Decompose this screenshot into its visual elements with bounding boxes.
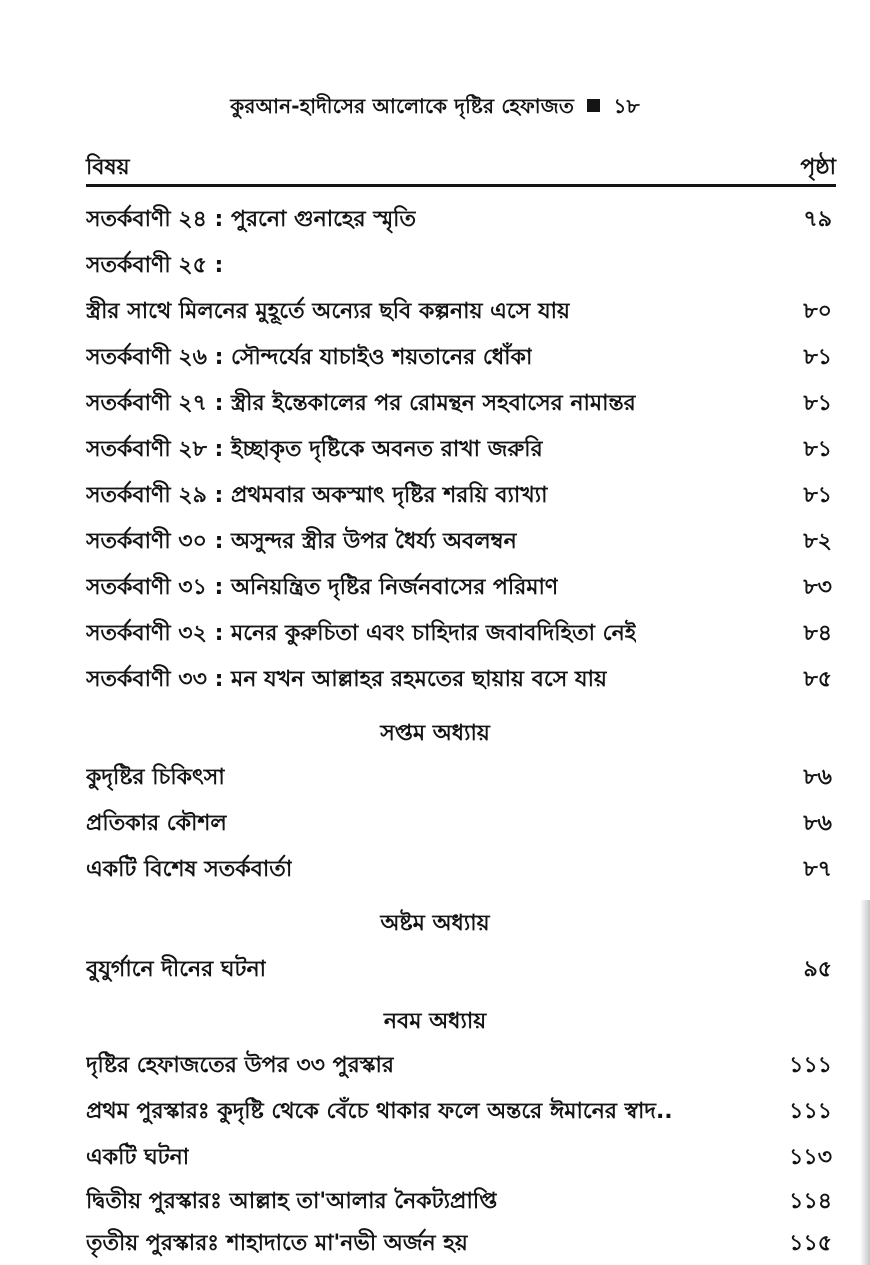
toc-entry-title: সতর্কবাণী ২৮ : ইচ্ছাকৃত দৃষ্টিকে অবনত রাখা জরুরি bbox=[86, 437, 543, 462]
toc-entry-title: সতর্কবাণী ২৬ : সৌন্দর্যের যাচাইও শয়তানের ধোঁকা bbox=[86, 345, 533, 370]
toc-column-header bbox=[86, 146, 836, 187]
toc-entry-title: সতর্কবাণী ৩৩ : মন যখন আল্লাহর রহমতের ছায়ায় বসে যায় bbox=[86, 667, 607, 692]
toc-entry-page: ১১৫ bbox=[789, 1231, 832, 1256]
running-header bbox=[0, 92, 870, 125]
toc-entry-title: সতর্কবাণী ২৯ : প্রথমবার অকস্মাৎ দৃষ্টির শরয়ি ব্যাখ্যা bbox=[86, 483, 548, 508]
page-column-label: পৃষ্ঠা bbox=[800, 155, 836, 180]
toc-entry bbox=[86, 850, 832, 890]
toc-entry-title: একটি বিশেষ সতর্কবার্তা bbox=[86, 857, 293, 882]
chapter-heading: নবম অধ্যায় bbox=[383, 1009, 487, 1034]
toc-entry-title: সতর্কবাণী ৩২ : মনের কুরুচিতা এবং চাহিদার জবাবদিহিতা নেই bbox=[86, 621, 637, 646]
toc-entry bbox=[86, 1224, 832, 1264]
toc-entry-title: দৃষ্টির হেফাজতের উপর ৩৩ পুরস্কার bbox=[86, 1053, 394, 1078]
toc-entry-title: বুযুর্গানে দীনের ঘটনা bbox=[86, 957, 267, 982]
page-edge-shadow bbox=[860, 900, 870, 1265]
toc-entry-title: প্রতিকার কৌশল bbox=[86, 811, 227, 836]
toc-entry bbox=[86, 292, 832, 332]
toc-entry-page: ১১৪ bbox=[789, 1189, 832, 1214]
toc-entry bbox=[86, 1138, 832, 1178]
toc-entry-title: সতর্কবাণী ২৪ : পুরনো গুনাহের স্মৃতি bbox=[86, 207, 416, 232]
toc-entry bbox=[86, 246, 832, 286]
toc-entry-page: ৮২ bbox=[803, 529, 832, 554]
toc-entry bbox=[86, 338, 832, 378]
toc-entry bbox=[86, 950, 832, 990]
toc-entry-page: ১১৩ bbox=[789, 1145, 832, 1170]
toc-entry-title: স্ত্রীর সাথে মিলনের মুহূর্তে অন্যের ছবি কল্পনায় এসে যায় bbox=[86, 299, 570, 324]
toc-entry bbox=[86, 1092, 832, 1132]
subject-column-label: বিষয় bbox=[86, 155, 130, 180]
toc-entry-page: ৮৪ bbox=[803, 621, 832, 646]
toc-entry-title: সতর্কবাণী ৩১ : অনিয়ন্ত্রিত দৃষ্টির নির্জনবাসের পরিমাণ bbox=[86, 575, 559, 600]
toc-entry-page: ৮৭ bbox=[803, 857, 832, 882]
toc-entry-title: প্রথম পুরস্কারঃ কুদৃষ্টি থেকে বেঁচে থাকার ফলে অন্তরে ঈমানের স্বাদ.. bbox=[86, 1099, 673, 1124]
toc-entry bbox=[86, 804, 832, 844]
toc-entry-page: ৮০ bbox=[803, 299, 832, 324]
toc-entry-title: সতর্কবাণী ৩০ : অসুন্দর স্ত্রীর উপর ধৈর্য্য অবলম্বন bbox=[86, 529, 517, 554]
toc-entry bbox=[86, 522, 832, 562]
toc-entry bbox=[86, 568, 832, 608]
toc-entry-page: ৮১ bbox=[803, 483, 832, 508]
toc-entry bbox=[86, 476, 832, 516]
chapter-heading: সপ্তম অধ্যায় bbox=[380, 721, 490, 746]
toc-entry-page: ৯৫ bbox=[803, 957, 832, 982]
toc-entry bbox=[86, 430, 832, 470]
toc-entry-title: তৃতীয় পুরস্কারঃ শাহাদাতে মা'নভী অর্জন হয় bbox=[86, 1231, 468, 1256]
toc-entry-page: ৮৬ bbox=[803, 811, 832, 836]
toc-entry bbox=[86, 1182, 832, 1222]
toc-entry-page: ৮১ bbox=[803, 437, 832, 462]
toc-entry bbox=[86, 1046, 832, 1086]
chapter-heading: অষ্টম অধ্যায় bbox=[380, 911, 490, 936]
toc-entry-page: ৮১ bbox=[803, 391, 832, 416]
toc-entry-page: ৮৬ bbox=[803, 765, 832, 790]
toc-entry-title: সতর্কবাণী ২৫ : bbox=[86, 253, 224, 278]
toc-entry bbox=[86, 660, 832, 700]
toc-entry-page: ৮৫ bbox=[803, 667, 832, 692]
toc-entry bbox=[86, 384, 832, 424]
toc-entry-page: ৭৯ bbox=[803, 207, 832, 232]
toc-entry-page: ৮৩ bbox=[803, 575, 832, 600]
square-bullet-icon bbox=[587, 99, 600, 112]
toc-entry bbox=[86, 200, 832, 240]
toc-entry-page: ১১১ bbox=[789, 1053, 832, 1078]
toc-entry-title: দ্বিতীয় পুরস্কারঃ আল্লাহ তা'আলার নৈকট্যপ্রাপ্তি bbox=[86, 1189, 498, 1214]
toc-entry-title: সতর্কবাণী ২৭ : স্ত্রীর ইন্তেকালের পর রোমন্থন সহবাসের নামান্তর bbox=[86, 391, 636, 416]
toc-entry-page: ১১১ bbox=[789, 1099, 832, 1124]
page-number: ১৮ bbox=[613, 94, 640, 118]
toc-entry-title: কুদৃষ্টির চিকিৎসা bbox=[86, 765, 225, 790]
toc-entry-title: একটি ঘটনা bbox=[86, 1145, 190, 1170]
toc-entry bbox=[86, 614, 832, 654]
toc-entry-page: ৮১ bbox=[803, 345, 832, 370]
running-title: কুরআন-হাদীসের আলোকে দৃষ্টির হেফাজত bbox=[230, 94, 575, 118]
toc-entry bbox=[86, 758, 832, 798]
